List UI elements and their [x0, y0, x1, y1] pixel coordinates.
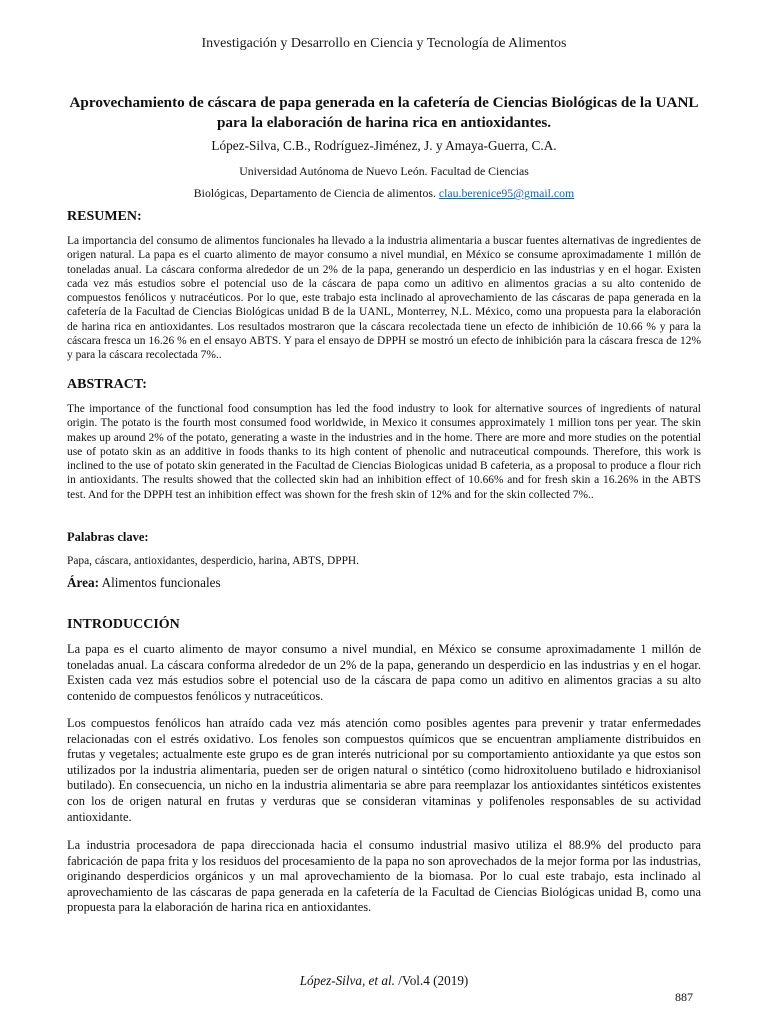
- authors: López-Silva, C.B., Rodríguez-Jiménez, J. y Amaya-Guerra, C.A.: [211, 138, 557, 153]
- paper-title: Aprovechamiento de cáscara de papa generada en la cafetería de Ciencias Biológicas de la UANL para la elaboración de harina rica en antioxidantes.: [69, 94, 699, 131]
- resumen-text: La importancia del consumo de alimentos funcionales ha llevado a la industria alimentaria a buscar fuentes alternativas de ingredientes de origen natural. La papa es el cuarto alimento de mayor consumo a nivel mundial, en México se consume aproximadamente 1 millón de toneladas anual. La cáscara conforma alrededor de un 2% de la papa, generando un desperdicio en las industrias y en el hogar. Existen cada vez más estudios sobre el potencial uso de la cáscara de papa como un aditivo en alimentos gracias a su alto contenido de compuestos fenólicos y nutracéuticos. Por lo que, este trabajo esta inclinado al aprovechamiento de las cáscaras de papa generada en la cafetería de la Facultad de Ciencias Biológicas unidad B de la UANL, Monterrey, N.L. México, como una propuesta para la elaboración de harina rica en antioxidantes. Los resultados mostraron que la cáscara recolectada tiene un efecto de inhibición de 10.66 % y para la cáscara fresca un 16.26 % en el ensayo ABTS. Y para el ensayo de DPPH se mostró un efecto de inhibición para la cáscara fresca de 12% y para la cáscara recolectada 7%..: [67, 235, 701, 362]
- resumen-heading: RESUMEN:: [67, 209, 142, 224]
- intro-paragraph: La papa es el cuarto alimento de mayor consumo a nivel mundial, en México se consume aproximadamente 1 millón de toneladas anual. La cáscara conforma alrededor de un 2% de la papa, generando un desperdicio en las industrias y en el hogar. Existen cada vez más estudios sobre el potencial uso de la cáscara de papa como un aditivo en alimentos gracias a su alto contenido de compuestos fenólicos y nutraceúticos.: [67, 642, 701, 703]
- footer-authors: López-Silva, et al.: [299, 973, 395, 988]
- area-label: Área:: [67, 575, 99, 590]
- abstract-heading: ABSTRACT:: [67, 377, 147, 392]
- area-value: Alimentos funcionales: [101, 575, 221, 590]
- footer-volume: /Vol.4 (2019): [398, 973, 469, 988]
- journal-header: Investigación y Desarrollo en Ciencia y Tecnología de Alimentos: [201, 36, 567, 51]
- affiliation-line-1: Universidad Autónoma de Nuevo León. Facultad de Ciencias: [239, 164, 529, 178]
- abstract-text: The importance of the functional food consumption has led the food industry to look for alternative sources of ingredients of natural origin. The potato is the fourth most consumed food worldwide, in Mexico it consumes approximately 1 million tons per year. The skin makes up around 2% of the potato, generating a waste in the industries and in the home. There are more and more studies on the potential use of potato skin as an additive in foods thanks to its high content of phenolic and nutraceutical compounds. Therefore, this work is inclined to the use of potato skin generated in the Facultad de Ciencias Biologicas unidad B cafeteria, as a proposal to produce a flour rich in antioxidants. The results showed that the collected skin had an inhibition effect of 10.66% and for fresh skin a 16.26% in the ABTS test. And for the DPPH test an inhibition effect was shown for the fresh skin of 12% and for the skin collected 7%..: [67, 403, 701, 501]
- intro-paragraph: La industria procesadora de papa direccionada hacia el consumo industrial masivo utiliza el 88.9% del producto para fabricación de papa frita y los residuos del procesamiento de la papa no son aprovechados de la mejor forma por las industrias, originando desperdicios orgánicos y un mal aprovechamiento de la biomasa. Por lo cual este trabajo, esta inclinado al aprovechamiento de las cáscaras de papa generada en la cafetería de la Facultad de Ciencias Biológicas unidad B, como una propuesta para la elaboración de harina rica en antioxidantes.: [67, 838, 701, 915]
- footer-citation: [0, 973, 768, 989]
- keywords-text: Papa, cáscara, antioxidantes, desperdicio, harina, ABTS, DPPH.: [67, 555, 359, 567]
- keywords-heading: Palabras clave:: [67, 530, 149, 544]
- introduccion-heading: INTRODUCCIÓN: [67, 617, 180, 632]
- affiliation-line-2: [0, 186, 768, 201]
- page-number: 887: [675, 990, 693, 1004]
- email-link[interactable]: clau.berenice95@gmail.com: [438, 186, 575, 200]
- area-line: [67, 575, 221, 591]
- intro-paragraph: Los compuestos fenólicos han atraído cada vez más atención como posibles agentes para prevenir y tratar enfermedades relacionadas con el estrés oxidativo. Los fenoles son compuestos químicos que se encuentran ampliamente distribuidos en frutas y vegetales; actualmente este grupo es de gran interés nutricional por su comportamiento antioxidante ya que estos son utilizados por la industria alimentaria, pueden ser de origen natural o sintético (como hidroxitolueno butilado e hidroxianisol butilado). En consecuencia, un nicho en la industria alimentaria se abre para reemplazar los antioxidantes sintéticos existentes con los de origen natural en frutas y verduras que se consideran vitaminas y polifenoles responsables de su actividad antioxidante.: [67, 716, 701, 824]
- affiliation-text: Biológicas, Departamento de Ciencia de alimentos.: [193, 186, 436, 200]
